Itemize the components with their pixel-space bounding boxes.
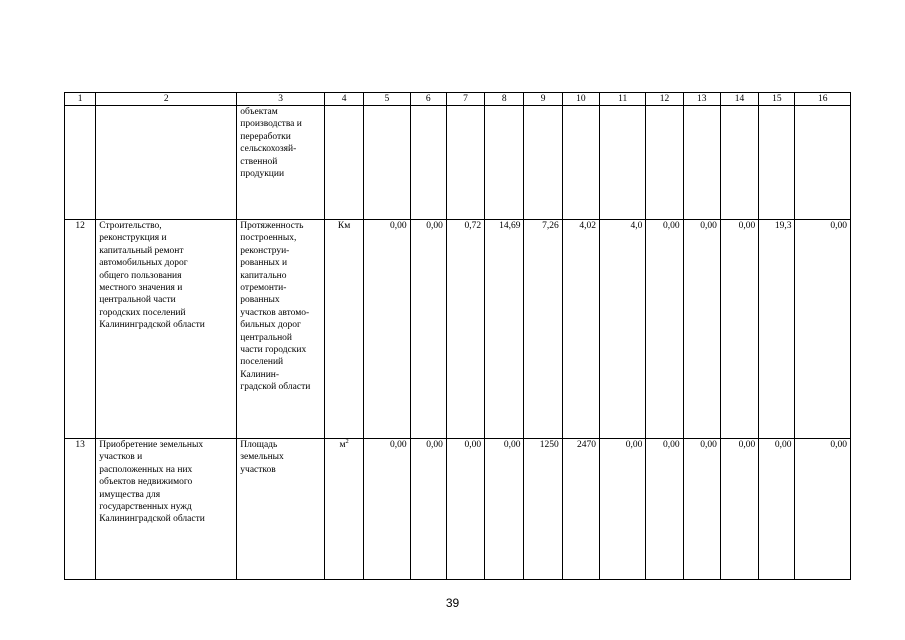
table-row	[65, 439, 851, 580]
value-cell: 0,00	[600, 439, 646, 580]
column-header: 6	[410, 93, 446, 106]
value-cell: 0,00	[410, 439, 446, 580]
value-cell: 0,00	[683, 220, 720, 439]
value-cell: 0,00	[485, 439, 524, 580]
activity-name-cell: Строительство, реконструкция и капитальный ремонт автомобильных дорог общего пользования местного значения и центральной части городских поселений Калининградской области	[96, 220, 237, 439]
value-cell: 0,72	[446, 220, 484, 439]
value-cell: 0,00	[646, 220, 683, 439]
column-header: 10	[562, 93, 599, 106]
column-header: 5	[364, 93, 410, 106]
column-header: 14	[720, 93, 758, 106]
indicator-cell: Площадь земельных участков	[237, 439, 325, 580]
table-row-continuation	[65, 106, 851, 220]
unit-cell: Км	[324, 220, 363, 439]
indicator-cell: Протяженность построенных, реконструи- рованных и капитально отремонти- рованных участков автомо- бильных дорог центральной части городских поселений Калинин- градской области	[237, 220, 325, 439]
column-header: 15	[759, 93, 795, 106]
value-cell: 0,00	[795, 439, 851, 580]
row-number: 13	[65, 439, 96, 580]
unit-cell: $м^2$	[324, 439, 363, 580]
value-cell: 0,00	[364, 220, 410, 439]
row-number: 12	[65, 220, 96, 439]
value-cell: 0,00	[364, 439, 410, 580]
column-header: 1	[65, 93, 96, 106]
page-number: 39	[445, 596, 460, 610]
column-header: 11	[600, 93, 646, 106]
value-cell: 0,00	[759, 439, 795, 580]
value-cell: 0,00	[410, 220, 446, 439]
value-cell: 2470	[562, 439, 599, 580]
column-header: 12	[646, 93, 683, 106]
column-header: 9	[524, 93, 562, 106]
value-cell: 14,69	[485, 220, 524, 439]
value-cell: 0,00	[720, 220, 758, 439]
value-cell: 19,3	[759, 220, 795, 439]
column-header: 2	[96, 93, 237, 106]
value-cell: 7,26	[524, 220, 562, 439]
value-cell: 4,0	[600, 220, 646, 439]
column-header: 8	[485, 93, 524, 106]
table-header-row	[65, 93, 851, 106]
value-cell: 0,00	[795, 220, 851, 439]
activity-name-cell: Приобретение земельных участков и расположенных на них объектов недвижимого имущества для государственных нужд Калининградской области	[96, 439, 237, 580]
data-table	[64, 92, 851, 580]
value-cell: 0,00	[683, 439, 720, 580]
indicator-continuation-cell: объектам производства и переработки сельскохозяй- ственной продукции	[237, 106, 325, 220]
value-cell: 0,00	[646, 439, 683, 580]
column-header: 3	[237, 93, 325, 106]
value-cell: 4,02	[562, 220, 599, 439]
column-header: 13	[683, 93, 720, 106]
value-cell: 1250	[524, 439, 562, 580]
column-header: 7	[446, 93, 484, 106]
column-header: 16	[795, 93, 851, 106]
value-cell: 0,00	[446, 439, 484, 580]
table-row	[65, 220, 851, 439]
value-cell: 0,00	[720, 439, 758, 580]
column-header: 4	[324, 93, 363, 106]
